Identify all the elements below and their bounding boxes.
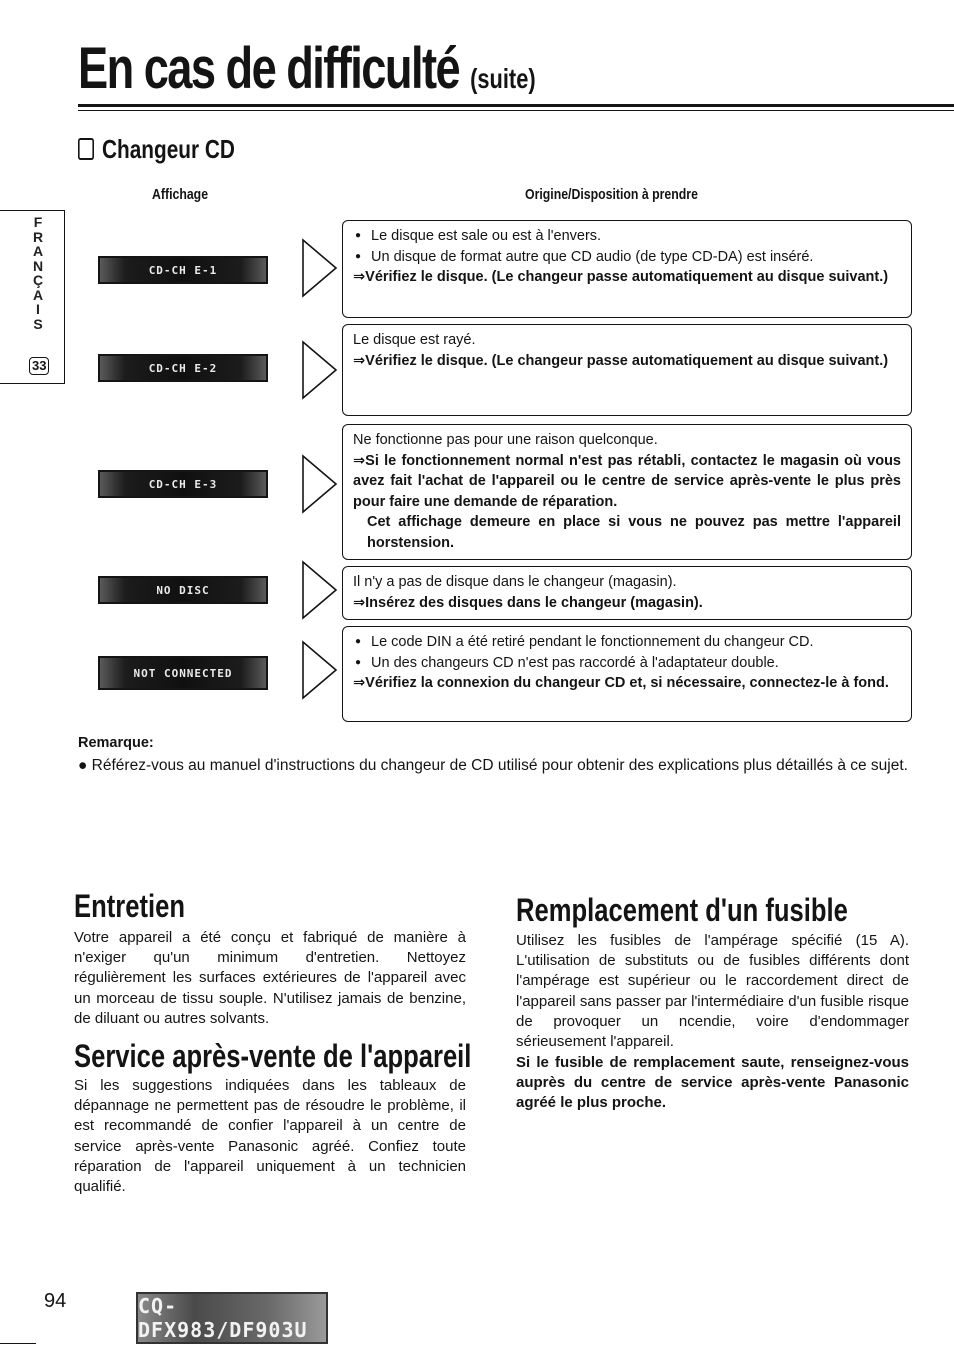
title-rule-thin — [78, 110, 954, 111]
lcd-display-e2: CD-CH E-2 — [98, 354, 268, 382]
fusible-text: Utilisez les fusibles de l'ampérage spécifié (15 A). L'utilisation de substituts ou de fusibles différents dont l'ampérage est supérieur ou le raccordement direct de l'appareil sans passer par l'intermédiaire d'un fusible risque de provoquer un ncendie, voire d'endommager sérieusement l'appareil. — [516, 932, 909, 1051]
language-side-tab — [0, 210, 65, 384]
entretien-text: Votre appareil a été conçu et fabriqué de manière à n'exiger qu'un minimum d'entretien. Nettoyez régulièrement les surfaces extérieures de l'appareil avec un morceau de tissu souple. N'utilisez jamais de benzine, de diluant ou autres solvants. — [74, 929, 466, 1027]
cause-box-e3: Ne fonctionne pas pour une raison quelconque. ⇒Si le fonctionnement normal n'est pas rétabli, contactez le magasin où vous avez fait l'achat de l'appareil ou le centre de service après-vente le plus près pour faire une demande de réparation. Cet affichage demeure en place si vous ne pouvez pas mettre l'appareil horstension. — [342, 424, 912, 560]
fusible-bold-text: Si le fusible de remplacement saute, renseignez-vous auprès du centre de service après-vente Panasonic agréé le plus proche. — [516, 1054, 909, 1112]
remark-heading: Remarque: — [78, 735, 154, 751]
lcd-display-not-connected: NOT CONNECTED — [98, 656, 268, 690]
page-number: 94 — [44, 1290, 67, 1312]
arrow-right-icon — [300, 560, 340, 620]
section-page-number: 33 — [29, 357, 49, 375]
page-title: En cas de difficulté (suite) — [78, 36, 536, 101]
checkbox-icon — [78, 138, 94, 160]
arrow-right-icon — [300, 238, 340, 298]
arrow-right-icon — [300, 454, 340, 514]
lcd-display-no-disc: NO DISC — [98, 576, 268, 604]
arrow-right-icon — [300, 640, 340, 700]
title-rule — [78, 104, 954, 107]
lcd-display-e1: CD-CH E-1 — [98, 256, 268, 284]
title-suffix: (suite) — [470, 63, 536, 94]
cause-box-not-connected: ● Le code DIN a été retiré pendant le fonctionnement du changeur CD. ● Un des changeurs CD n'est pas raccordé à l'adaptateur double. ⇒Vérifiez la connexion du changeur CD et, si nécessaire, connectez-le à fond. — [342, 626, 912, 722]
cause-box-e2: Le disque est rayé. ⇒Vérifiez le disque. (Le changeur passe automatiquement au disque suivant.) — [342, 324, 912, 416]
column-header-display: Affichage — [152, 186, 209, 203]
service-heading: Service après-vente de l'appareil — [74, 1038, 472, 1074]
model-badge: CQ-DFX983/DF903U — [136, 1292, 328, 1344]
service-text: Si les suggestions indiquées dans les tableaux de dépannage ne permettent pas de résoudre le problème, il est recommandé de confier l'appareil à un centre de service après-vente Panasonic agréé. Confiez toute réparation de l'appareil uniquement à un technicien qualifié. — [74, 1077, 466, 1196]
cause-box-no-disc: Il n'y a pas de disque dans le changeur (magasin). ⇒Insérez des disques dans le changeur (magasin). — [342, 566, 912, 620]
entretien-heading: Entretien — [74, 888, 185, 924]
bottom-rule — [0, 1343, 36, 1344]
cause-box-e1: ● Le disque est sale ou est à l'envers. ● Un disque de format autre que CD audio (de type CD-DA) est inséré. ⇒Vérifiez le disque. (Le changeur passe automatiquement au disque suivant.) — [342, 220, 912, 318]
section-heading: Changeur CD — [78, 136, 235, 162]
lcd-display-e3: CD-CH E-3 — [98, 470, 268, 498]
arrow-right-icon — [300, 340, 340, 400]
remark-text: ● Référez-vous au manuel d'instructions du changeur de CD utilisé pour obtenir des explications plus détaillés à ce sujet. — [78, 757, 908, 774]
language-letters: F R A N Ç A I S — [32, 214, 44, 332]
column-header-cause: Origine/Disposition à prendre — [525, 186, 698, 203]
fusible-heading: Remplacement d'un fusible — [516, 892, 848, 928]
